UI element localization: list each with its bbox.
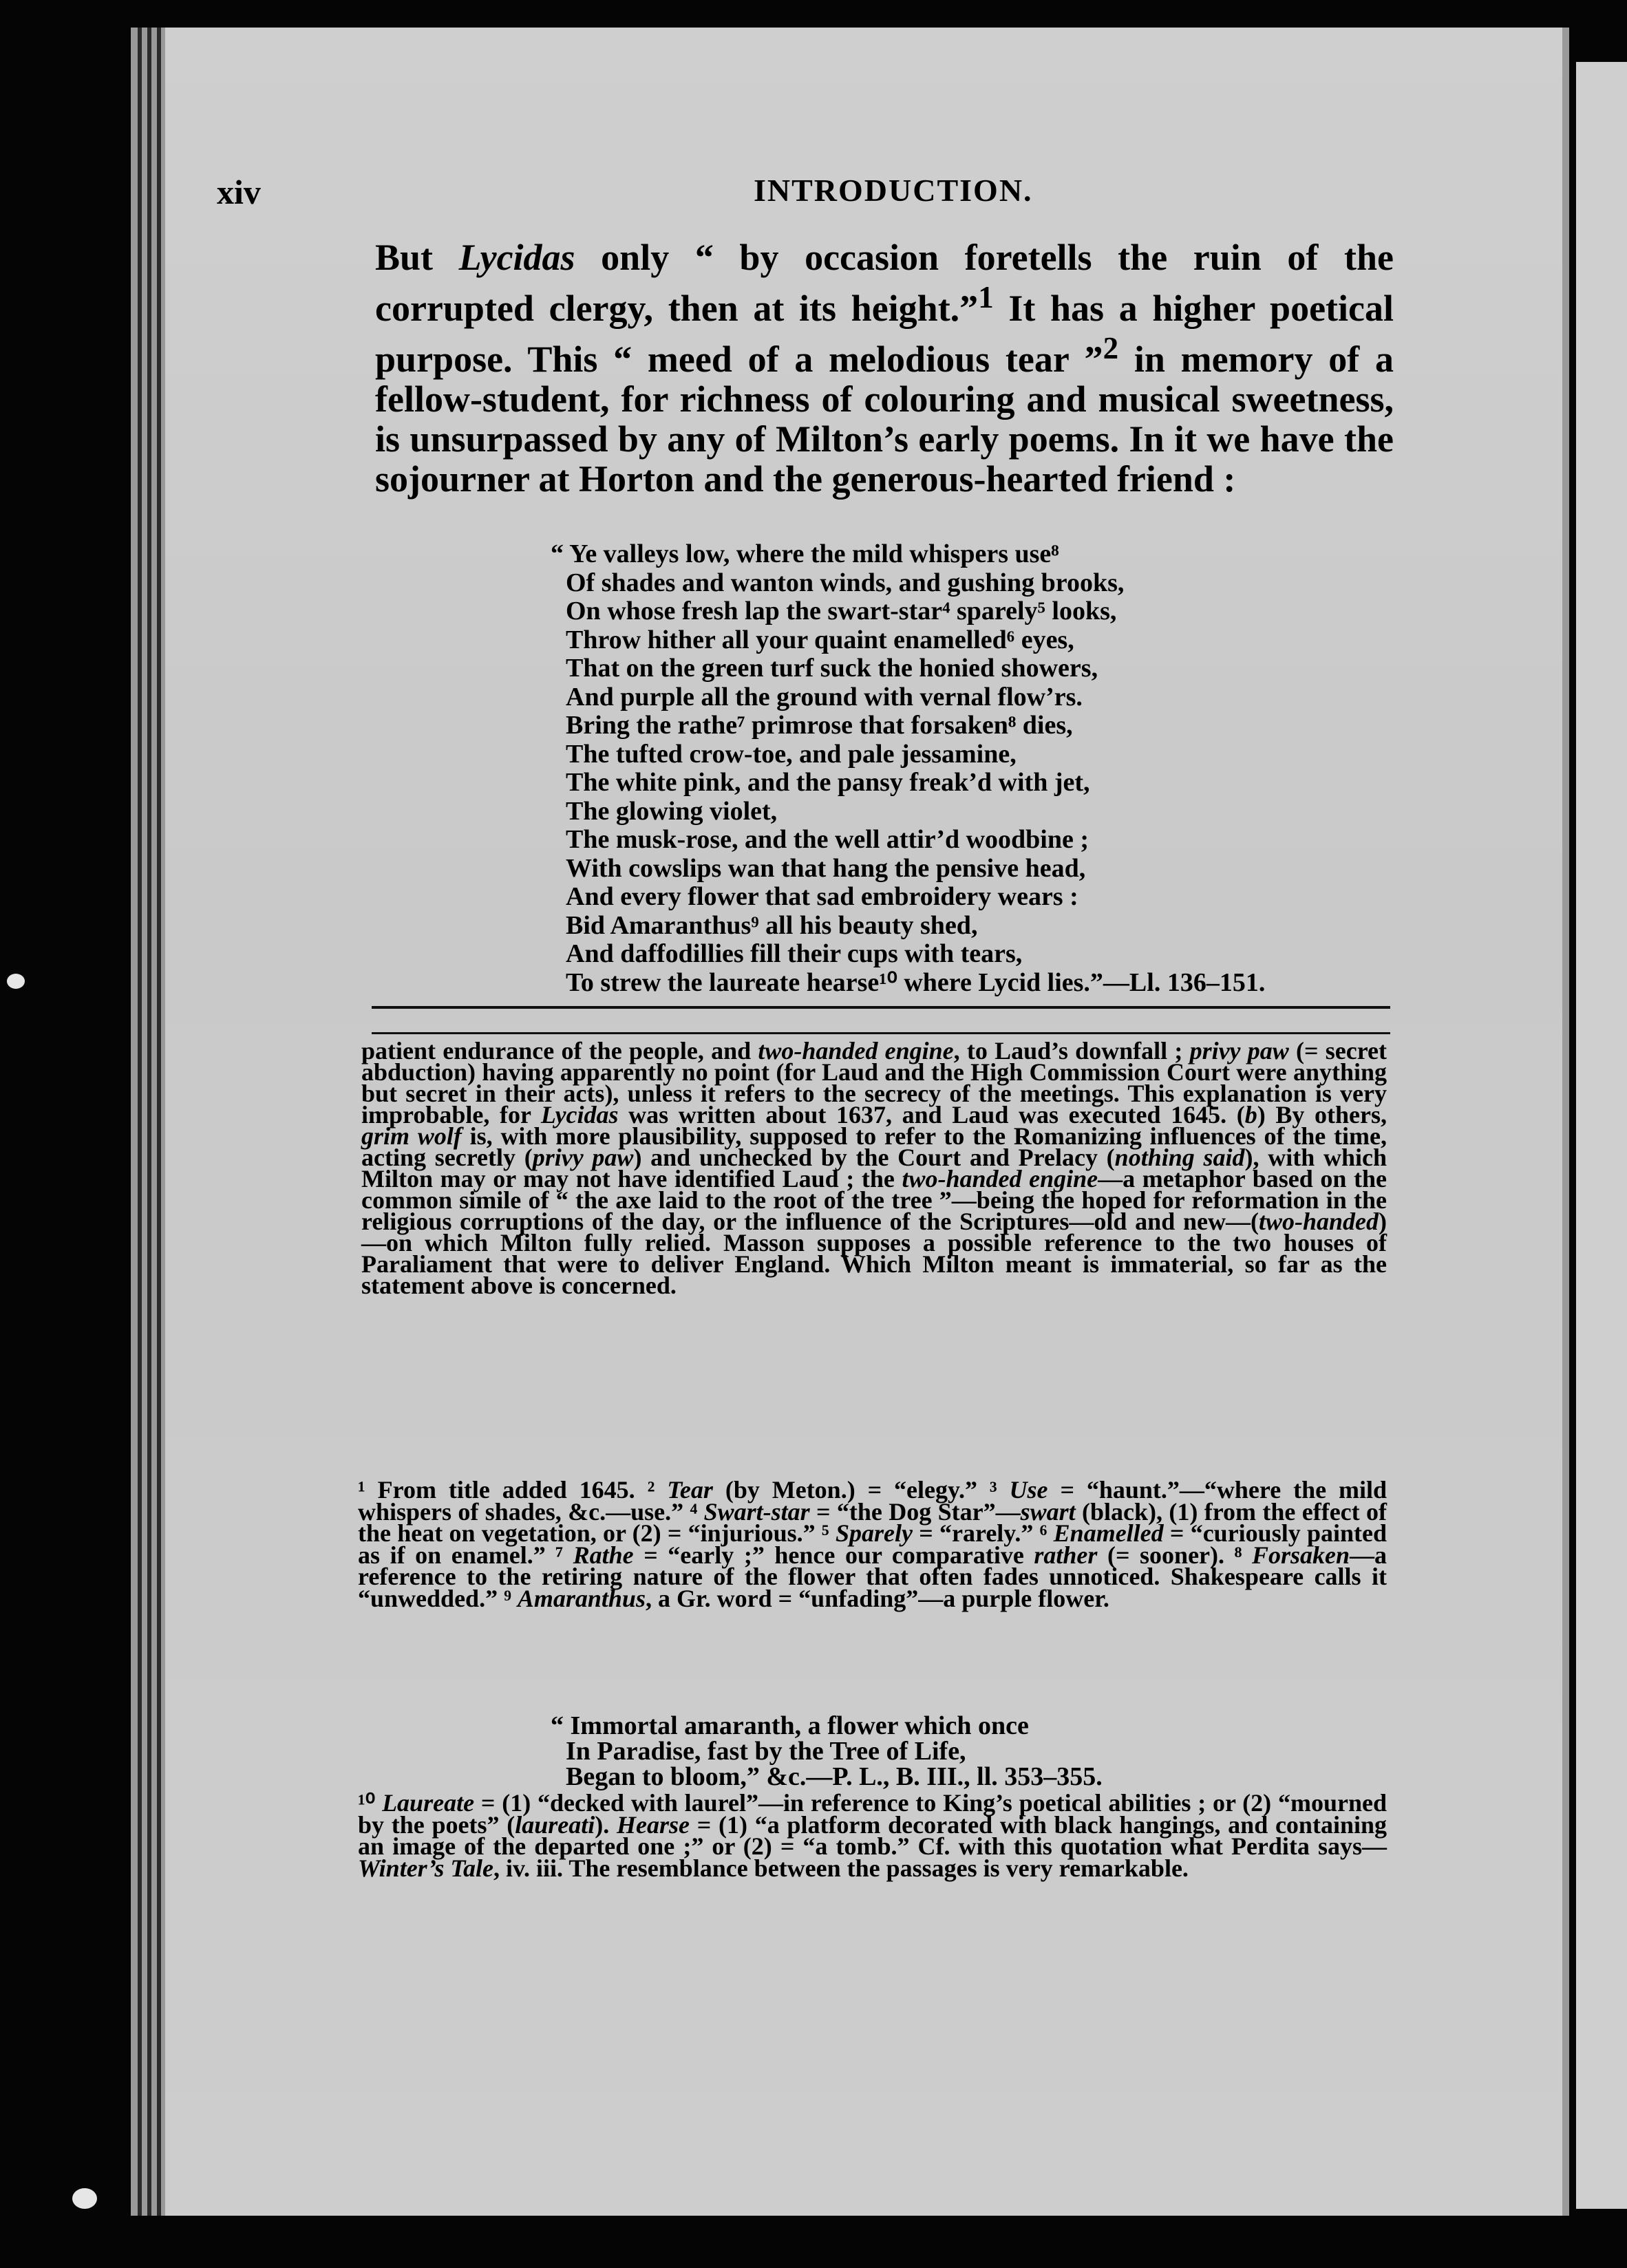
- poem-line: Of shades and wanton winds, and gushing brooks,: [566, 568, 1125, 597]
- note-segment: (= secret abduction) having apparently no point (for Laud and the High Commission Court were anything but secret in their acts), unless it refers to the secrecy of the meetings. This explanation is very improbable, for: [361, 1037, 1387, 1128]
- footnote-ref: 2: [1103, 331, 1119, 365]
- poem-line: And daffodillies fill their cups with tears,: [566, 939, 1023, 968]
- adjacent-page-strip: [1576, 62, 1627, 2209]
- footnote-italic: Use: [1009, 1476, 1048, 1504]
- main-text-segment: in memory of a fellow-student, for richness of colouring and musical sweetness, is unsurpassed by any of Milton’s early poems. In it we have the sojourner at Horton and the generous-hearted friend :: [375, 339, 1394, 500]
- main-text-segment: It has a higher poetical purpose. This “ meed of a melodious tear ”: [375, 288, 1394, 380]
- separator-rule: [372, 1032, 1390, 1034]
- running-head: [217, 172, 1387, 213]
- footnote-italic: Rathe: [573, 1541, 634, 1569]
- scan-speck: [7, 974, 25, 989]
- note-segment: was written about 1637, and Laud was executed 1645. (: [618, 1101, 1245, 1128]
- footnote-italic: Enamelled: [1053, 1519, 1164, 1547]
- poem-line: Bring the rathe⁷ primrose that forsaken⁸ dies,: [566, 711, 1073, 740]
- poem-line: The glowing violet,: [566, 796, 778, 826]
- footnote-ten: [358, 1789, 1387, 1882]
- footnote-segment: = (1) “decked with laurel”—in reference to King’s poetical abilities ; or (2) “mourned by the poets” (: [358, 1789, 1387, 1839]
- footnote-italic: laureati: [515, 1810, 595, 1839]
- note-italic: nothing said: [1114, 1144, 1245, 1171]
- separator-rule: [372, 1006, 1390, 1009]
- footnote-italic: Hearse: [616, 1810, 690, 1839]
- footnote-italic: swart: [1020, 1497, 1076, 1526]
- poem-line: And every flower that sad embroidery wears :: [566, 882, 1078, 911]
- footnote-segment: (by Meton.) = “elegy.” ³: [712, 1476, 1010, 1504]
- quotation-line: In Paradise, fast by the Tree of Life,: [566, 1737, 966, 1766]
- footnote-italic: Sparely: [835, 1519, 913, 1547]
- footnote-segment: ¹ From title added 1645. ²: [358, 1476, 668, 1504]
- footnote-segment: ¹⁰: [358, 1789, 383, 1817]
- footnote-segment: (black), (1) from the effect of the heat on vegetation, or (2) = “injurious.” ⁵: [358, 1497, 1387, 1547]
- page-number: xiv: [217, 173, 261, 211]
- footnote-segment: = “haunt.”—“where the mild whispers of shades, &c.—use.” ⁴: [358, 1476, 1387, 1526]
- footnote-segment: = “early ;” hence our comparative: [633, 1541, 1034, 1569]
- page-edge: [138, 28, 142, 2216]
- note-segment: patient endurance of the people, and: [361, 1037, 758, 1065]
- poem-line: The musk-rose, and the well attir’d woodbine ;: [566, 825, 1089, 854]
- note-italic: two-handed engine: [902, 1165, 1098, 1192]
- footnote-segment: —a reference to the retiring nature of the flower that often fades unnoticed. Shakespeare calls it “unwedded.” ⁹: [358, 1541, 1387, 1612]
- poem-line-text: To strew the laureate hearse¹⁰ where Lycid lies.”: [566, 967, 1103, 997]
- note-italic: privy paw: [532, 1144, 634, 1171]
- poem-line: The tufted crow-toe, and pale jessamine,: [566, 739, 1017, 769]
- page-edge: [157, 28, 161, 2216]
- running-title: INTRODUCTION.: [754, 173, 1033, 208]
- footnote-segment: (= sooner). ⁸: [1097, 1541, 1252, 1569]
- footnote-segment: ).: [595, 1810, 617, 1839]
- note-segment: , to Laud’s downfall ;: [953, 1037, 1190, 1065]
- poem-line: Throw hither all your quaint enamelled⁶ eyes,: [566, 625, 1074, 654]
- main-text-segment: only “ by occasion foretells the ruin of the corrupted clergy, then at its height.”: [375, 237, 1394, 329]
- note-segment: is, with more plausibility, supposed to refer to the Romanizing influences of the time, acting secretly (: [361, 1122, 1387, 1171]
- note-segment: ) By others,: [1257, 1101, 1387, 1128]
- footnote-segment: = “rarely.” ⁶: [912, 1519, 1054, 1547]
- scan-speck: [72, 2188, 97, 2209]
- note-italic: two-handed: [1258, 1208, 1379, 1235]
- poem-line: “ Ye valleys low, where the mild whispers use⁸: [551, 539, 1059, 568]
- note-italic: grim wolf: [361, 1122, 462, 1150]
- footnote-segment: , a Gr. word = “unfading”—a purple flower.: [645, 1584, 1109, 1612]
- footnote-italic: Amaranthus: [517, 1584, 646, 1612]
- main-paragraph: [375, 237, 1394, 499]
- footnote-italic: rather: [1034, 1541, 1098, 1569]
- note-italic: Lycidas: [540, 1101, 619, 1128]
- main-text-italic: Lycidas: [458, 237, 575, 278]
- main-text-segment: But: [375, 237, 459, 278]
- quotation-line: Began to bloom,” &c.—P. L., B. III., ll. 353–355.: [566, 1762, 1103, 1791]
- page-edge: [147, 28, 151, 2216]
- footnote-segment: = “curiously painted as if on enamel.” ⁷: [358, 1519, 1387, 1569]
- footnote-italic: Winter’s Tale: [358, 1854, 494, 1882]
- poem-line: And purple all the ground with vernal flow’rs.: [566, 682, 1083, 712]
- poem-line-last: [551, 969, 1404, 998]
- footnote-segment: = “the Dog Star”—: [809, 1497, 1021, 1526]
- footnote-italic: Forsaken: [1251, 1541, 1350, 1569]
- poem-quotation: [551, 540, 1404, 997]
- footnote-quotation: [551, 1713, 1376, 1790]
- footnote-segment: = (1) “a platform decorated with black hangings, and containing an image of the departed one ;” or (2) = “a tomb.” Cf. with this quotation what Perdita says—: [358, 1810, 1387, 1860]
- footnote-italic: Laureate: [382, 1789, 475, 1817]
- poem-line: The white pink, and the pansy freak’d with jet,: [566, 768, 1090, 797]
- footnote-ref: 1: [978, 280, 994, 314]
- note-italic: privy paw: [1189, 1037, 1289, 1065]
- poem-line: With cowslips wan that hang the pensive head,: [566, 853, 1086, 883]
- note-segment: ), with which Milton may or may not have identified Laud ; the: [361, 1144, 1387, 1192]
- footnote-italic: Tear: [667, 1476, 713, 1504]
- poem-line: On whose fresh lap the swart-star⁴ sparely⁵ looks,: [566, 597, 1117, 625]
- note-segment: —a metaphor based on the common simile of “ the axe laid to the root of the tree ”—being the hoped for reformation in the religious corruptions of the day, or the influence of the Scriptures—old and new—(: [361, 1165, 1387, 1235]
- continued-note: [361, 1037, 1387, 1299]
- note-segment: )—on which Milton fully relied. Masson supposes a possible reference to the two houses of Paraliament that were to deliver England. Which Milton meant is immaterial, so far as the statement above is concerned.: [361, 1208, 1387, 1299]
- note-italic: b: [1244, 1101, 1257, 1128]
- poem-citation: —Ll. 136–151.: [1103, 967, 1266, 997]
- footnote-segment: , iv. iii. The resemblance between the passages is very remarkable.: [493, 1854, 1189, 1882]
- poem-line: Bid Amaranthus⁹ all his beauty shed,: [566, 910, 978, 940]
- note-italic: two-handed engine: [758, 1037, 954, 1065]
- quotation-line: “ Immortal amaranth, a flower which once: [551, 1711, 1029, 1740]
- footnote-italic: Swart-star: [703, 1497, 810, 1526]
- note-segment: ) and unchecked by the Court and Prelacy (: [633, 1144, 1115, 1171]
- poem-line: That on the green turf suck the honied showers,: [566, 654, 1098, 683]
- footnotes: [358, 1476, 1387, 1612]
